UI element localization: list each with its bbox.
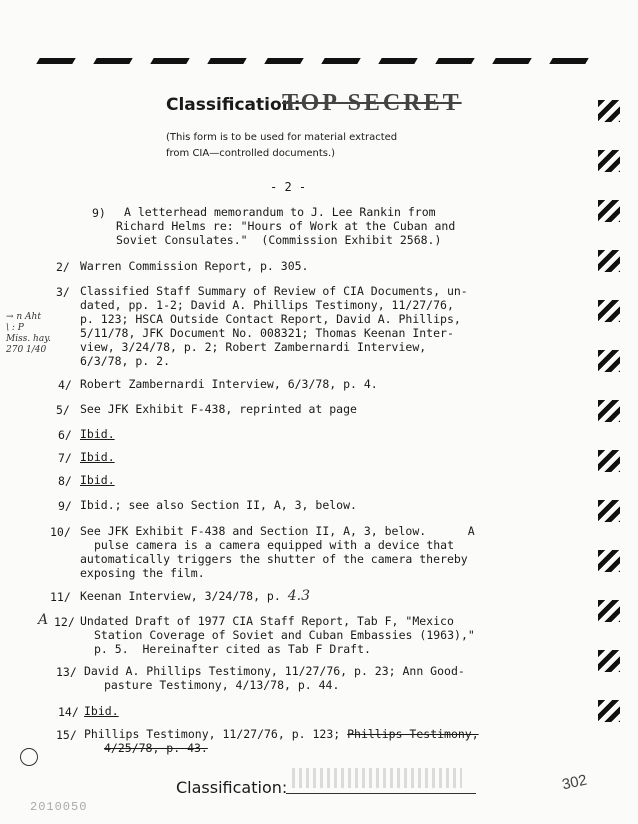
margin-note: Miss. hay. (6, 334, 51, 344)
footnote-text-part: Phillips Testimony, 11/27/76, p. 123; (84, 727, 348, 741)
footnote-text: Classified Staff Summary of Review of CIA Documents, un- (80, 284, 468, 298)
footnote-text: exposing the film. (80, 566, 205, 580)
footnote-number: 9/ (58, 499, 72, 513)
continuation-line2: Richard Helms re: "Hours of Work at the Cuban and (116, 219, 456, 233)
footnote-text: See JFK Exhibit F-438 and Section II, A, 3, below. A (80, 524, 475, 538)
footnote-number: 7/ (58, 451, 72, 465)
footnote-number: 6/ (58, 428, 72, 442)
footnote-number: 12/ (54, 615, 75, 629)
form-note-line1: (This form is to be used for material extracted (166, 132, 398, 143)
form-note-line2: from CIA—controlled documents.) (166, 148, 336, 159)
margin-mark: A (38, 612, 49, 628)
footer-classification-line (286, 793, 476, 794)
footnote-number: 13/ (56, 665, 77, 679)
footnote-text-part: Keenan Interview, 3/24/78, p. (80, 589, 288, 603)
footnote-text: pasture Testimony, 4/13/78, p. 44. (104, 678, 340, 692)
footnote-text: Ibid.; see also Section II, A, 3, below. (80, 498, 357, 512)
document-id: 2010050 (30, 800, 88, 814)
struck-text: Phillips Testimony, (347, 727, 479, 741)
footnote-number: 10/ (50, 525, 71, 539)
footnote-number: 11/ (50, 590, 71, 604)
footnote-text: dated, pp. 1-2; David A. Phillips Testimony, 11/27/76, (80, 298, 454, 312)
footnote-number: 2/ (56, 260, 70, 274)
margin-circle (20, 748, 38, 766)
margin-note: → n Aht (6, 312, 41, 322)
footnote-text (80, 590, 310, 604)
footnote-text: Ibid. (84, 704, 119, 718)
footnote-number: 15/ (56, 728, 77, 742)
footer-classification-label: Classification: (176, 778, 288, 797)
handwritten-page: 4.3 (287, 588, 310, 604)
footnote-text: automatically triggers the shutter of the camera thereby (80, 552, 468, 566)
footnote-text: p. 123; HSCA Outside Contact Report, David A. Phillips, (80, 312, 461, 326)
footnote-number: 4/ (58, 378, 72, 392)
footnote-number: 5/ (56, 403, 70, 417)
footnote-number: 3/ (56, 285, 70, 299)
footnote-text: 6/3/78, p. 2. (80, 354, 171, 368)
item-number: 9) (92, 206, 106, 220)
footnote-text: Undated Draft of 1977 CIA Staff Report, Tab F, "Mexico (80, 614, 454, 628)
page-stamp: 302 (560, 771, 589, 794)
footnote-text: See JFK Exhibit F-438, reprinted at page (80, 402, 357, 416)
struck-text: 4/25/78, p. 43. (104, 741, 208, 755)
classification-label: Classification: (166, 95, 301, 115)
footnote-number: 8/ (58, 474, 72, 488)
footnote-text: pulse camera is a camera equipped with a device that (94, 538, 455, 552)
margin-note: 270 1/40 (6, 345, 47, 355)
margin-notes (6, 312, 51, 356)
margin-note: \ : P (6, 323, 24, 333)
page-number: - 2 - (270, 180, 307, 194)
footnote-text: view, 3/24/78, p. 2; Robert Zambernardi Interview, (80, 340, 427, 354)
footnote-text: p. 5. Hereinafter cited as Tab F Draft. (94, 642, 371, 656)
footnote-text: 5/11/78, JFK Document No. 008321; Thomas Keenan Inter- (80, 326, 454, 340)
footnote-text: David A. Phillips Testimony, 11/27/76, p. 23; Ann Good- (84, 664, 465, 678)
footnote-text (84, 728, 479, 742)
classification-stamp: TOP SECRET (282, 90, 462, 116)
footnote-text: Ibid. (80, 427, 115, 441)
footnote-text: Station Coverage of Soviet and Cuban Embassies (1963)," (94, 628, 475, 642)
footnote-text: Warren Commission Report, p. 305. (80, 259, 309, 273)
continuation-line1: A letterhead memorandum to J. Lee Rankin from (124, 205, 436, 219)
footnote-text: Ibid. (80, 473, 115, 487)
footnote-text: Ibid. (80, 450, 115, 464)
faded-stamp (292, 768, 462, 788)
footnote-number: 14/ (58, 705, 79, 719)
continuation-line3: Soviet Consulates." (Commission Exhibit 2568.) (116, 233, 442, 247)
footnote-text: Robert Zambernardi Interview, 6/3/78, p. 4. (80, 377, 378, 391)
